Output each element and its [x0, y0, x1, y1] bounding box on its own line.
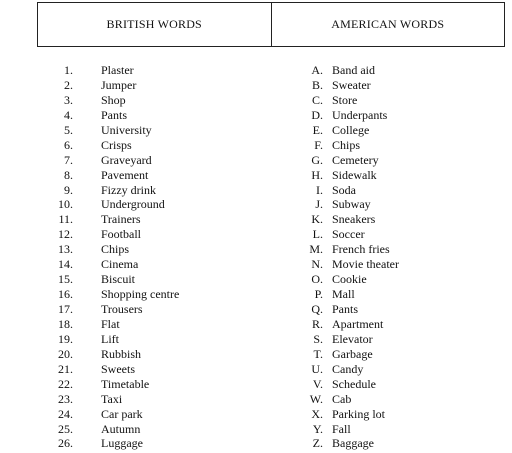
british-word: Autumn: [101, 421, 141, 436]
american-word: Band aid: [332, 63, 375, 77]
british-word: Lift: [101, 331, 119, 346]
american-word-row: [296, 392, 496, 407]
american-word: Elevator: [332, 331, 373, 346]
american-word: Sneakers: [332, 212, 376, 227]
american-word-row: [296, 78, 496, 93]
american-word-letter: R.: [311, 316, 323, 331]
british-word-number: 3.: [64, 92, 73, 107]
american-word-row: [296, 123, 496, 138]
american-word-row: [296, 422, 496, 437]
british-word: Trainers: [101, 212, 141, 227]
british-word-number: 19.: [58, 331, 73, 346]
british-word: Taxi: [101, 391, 123, 406]
american-word-letter: Y.: [312, 421, 323, 436]
american-word-row: [296, 436, 496, 451]
american-word-letter: K.: [311, 212, 323, 227]
american-word-letter: Q.: [311, 302, 323, 316]
american-word-letter: I.: [316, 182, 323, 197]
british-word: Cinema: [101, 257, 139, 272]
american-word-row: [296, 257, 496, 272]
british-word-row: [40, 153, 240, 168]
british-word: Football: [101, 227, 142, 242]
header-table: [37, 2, 505, 47]
british-word: Pavement: [101, 167, 149, 182]
british-word-row: [40, 422, 240, 437]
british-word-row: [40, 302, 240, 317]
american-word: Soccer: [332, 227, 365, 242]
american-word: Parking lot: [332, 406, 385, 421]
american-words-heading: AMERICAN WORDS: [331, 17, 445, 31]
american-word: Chips: [332, 137, 361, 152]
british-word-row: [40, 272, 240, 287]
american-word-letter: M.: [309, 242, 323, 257]
british-word-row: [40, 183, 240, 198]
british-word-number: 14.: [58, 257, 73, 272]
american-word: Store: [332, 92, 358, 107]
american-word-letter: N.: [311, 257, 323, 272]
british-word-number: 12.: [58, 227, 73, 242]
american-word: Cab: [332, 391, 352, 406]
british-word: Plaster: [101, 63, 134, 77]
british-word: Biscuit: [101, 272, 136, 287]
american-word-row: [296, 242, 496, 257]
british-word-row: [40, 123, 240, 138]
american-word: Soda: [332, 182, 356, 197]
british-word: Trousers: [101, 302, 143, 316]
american-word-letter: D.: [311, 107, 323, 122]
american-word-row: [296, 407, 496, 422]
british-word: Underground: [101, 197, 165, 212]
british-word-row: [40, 377, 240, 392]
british-word-row: [40, 347, 240, 362]
american-word: Garbage: [332, 346, 373, 361]
american-word-letter: O.: [311, 272, 323, 287]
british-word-row: [40, 362, 240, 377]
american-word-row: [296, 138, 496, 153]
american-word-letter: L.: [312, 227, 323, 242]
british-word-row: [40, 108, 240, 123]
american-word-letter: A.: [311, 63, 323, 77]
american-word: French fries: [332, 242, 390, 257]
british-word: Fizzy drink: [101, 182, 156, 197]
british-words-list: [40, 63, 240, 451]
british-word-number: 17.: [58, 302, 73, 316]
british-word-number: 2.: [64, 77, 73, 92]
american-word-row: [296, 197, 496, 212]
british-word-number: 5.: [64, 122, 73, 137]
british-word-row: [40, 93, 240, 108]
british-word-number: 4.: [64, 107, 73, 122]
american-word: Mall: [332, 287, 355, 302]
american-word-letter: X.: [311, 406, 323, 421]
american-word: Movie theater: [332, 257, 399, 272]
british-word-row: [40, 436, 240, 451]
american-words-list: [296, 63, 496, 451]
american-word: Fall: [332, 421, 351, 436]
american-word: Sweater: [332, 77, 371, 92]
british-word-row: [40, 197, 240, 212]
american-word-row: [296, 183, 496, 198]
british-word: University: [101, 122, 152, 137]
american-word: College: [332, 122, 370, 137]
american-word-row: [296, 287, 496, 302]
british-word-row: [40, 332, 240, 347]
american-word-letter: C.: [311, 92, 323, 107]
american-word-row: [296, 347, 496, 362]
british-word-number: 9.: [64, 182, 73, 197]
british-word: Rubbish: [101, 346, 142, 361]
american-word-letter: G.: [311, 152, 323, 167]
american-word: Cookie: [332, 272, 367, 287]
british-words-heading: BRITISH WORDS: [38, 3, 272, 46]
british-word: Chips: [101, 242, 130, 257]
british-word-row: [40, 227, 240, 242]
american-word: Sidewalk: [332, 167, 377, 182]
american-word-letter: H.: [311, 167, 323, 182]
british-word-row: [40, 212, 240, 227]
american-word: Underpants: [332, 107, 388, 122]
american-word-row: [296, 227, 496, 242]
british-word: Timetable: [101, 376, 150, 391]
british-word-number: 15.: [58, 272, 73, 287]
american-word: Baggage: [332, 436, 374, 451]
british-word-number: 8.: [64, 167, 73, 182]
british-word: Luggage: [101, 436, 143, 451]
american-word-letter: U.: [311, 361, 323, 376]
british-word: Graveyard: [101, 152, 152, 167]
british-word-number: 21.: [58, 361, 73, 376]
american-word: Apartment: [332, 316, 384, 331]
american-word-row: [296, 168, 496, 183]
british-word-row: [40, 407, 240, 422]
british-word-number: 10.: [58, 197, 73, 212]
american-word-letter: V.: [312, 376, 323, 391]
american-word-letter: B.: [311, 77, 323, 92]
british-word-row: [40, 78, 240, 93]
british-word-number: 20.: [58, 346, 73, 361]
british-word-row: [40, 287, 240, 302]
british-word-row: [40, 392, 240, 407]
american-word: Cemetery: [332, 152, 379, 167]
british-word-row: [40, 63, 240, 78]
american-word-row: [296, 362, 496, 377]
american-word-letter: W.: [309, 391, 323, 406]
american-word-letter: P.: [314, 287, 323, 302]
british-word: Crisps: [101, 137, 132, 152]
american-word-row: [296, 212, 496, 227]
british-word-row: [40, 168, 240, 183]
american-word-letter: E.: [312, 122, 323, 137]
british-word: Shopping centre: [101, 287, 180, 302]
british-word-row: [40, 138, 240, 153]
british-word: Flat: [101, 316, 120, 331]
american-word-letter: F.: [314, 137, 323, 152]
american-word: Candy: [332, 361, 364, 376]
british-word-row: [40, 242, 240, 257]
american-word: Pants: [332, 302, 359, 316]
british-word-number: 24.: [58, 406, 73, 421]
american-word-row: [296, 377, 496, 392]
american-word-letter: Z.: [312, 436, 323, 451]
british-word-number: 1.: [64, 63, 73, 77]
american-word-row: [296, 153, 496, 168]
british-word-number: 7.: [64, 152, 73, 167]
american-word: Schedule: [332, 376, 376, 391]
american-word-letter: T.: [313, 346, 323, 361]
british-word-row: [40, 317, 240, 332]
british-word-number: 13.: [58, 242, 73, 257]
british-word-number: 25.: [58, 421, 73, 436]
american-word-row: [296, 302, 496, 317]
british-word-number: 11.: [58, 212, 73, 227]
american-word-row: [296, 93, 496, 108]
american-word: Subway: [332, 197, 371, 212]
british-word-number: 26.: [58, 436, 73, 451]
american-word-row: [296, 272, 496, 287]
american-word-row: [296, 317, 496, 332]
british-word-number: 16.: [58, 287, 73, 302]
british-word-number: 22.: [58, 376, 73, 391]
british-word-number: 23.: [58, 391, 73, 406]
british-word: Car park: [101, 406, 143, 421]
british-word: Jumper: [101, 77, 137, 92]
british-word: Shop: [101, 92, 126, 107]
american-word-letter: J.: [315, 197, 323, 212]
american-word-row: [296, 108, 496, 123]
american-word-row: [296, 332, 496, 347]
american-word-letter: S.: [313, 331, 323, 346]
american-word-row: [296, 63, 496, 78]
british-word-row: [40, 257, 240, 272]
british-word-number: 6.: [64, 137, 73, 152]
british-word-number: 18.: [58, 316, 73, 331]
british-word: Sweets: [101, 361, 135, 376]
british-word: Pants: [101, 107, 128, 122]
